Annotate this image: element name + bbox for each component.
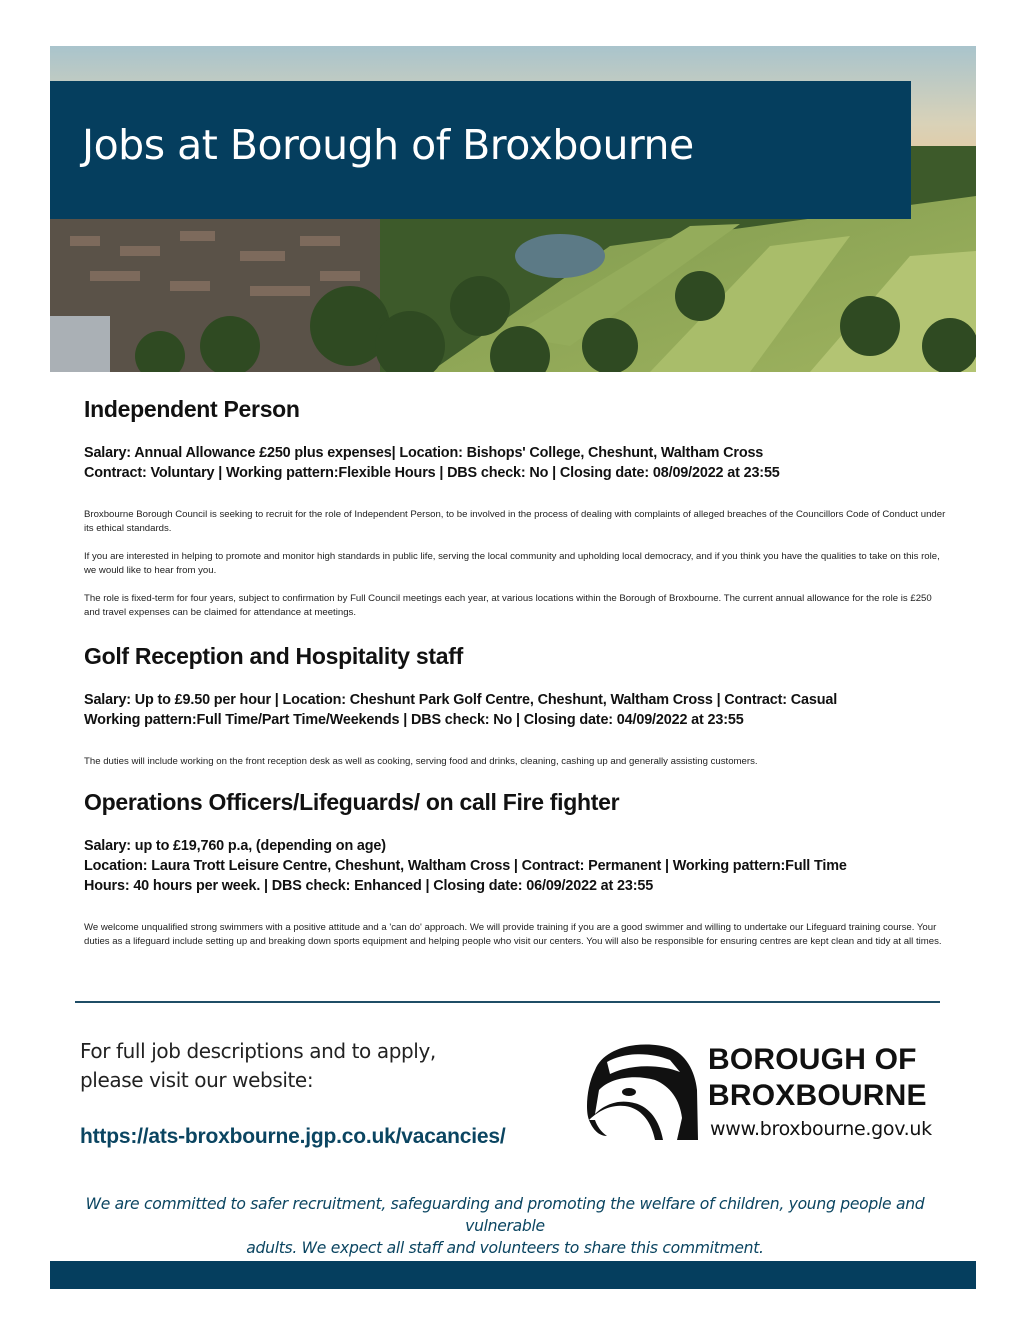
job-meta-line: Salary: up to £19,760 p.a, (depending on age) — [84, 838, 386, 854]
apply-text-line: please visit our website: — [80, 1068, 314, 1092]
job-meta-line: Location: Laura Trott Leisure Centre, Cheshunt, Waltham Cross | Contract: Permanent | Working pattern:Full Time — [84, 858, 847, 874]
job-meta — [84, 443, 946, 483]
apply-info — [80, 1037, 540, 1151]
job-meta-line: Contract: Voluntary | Working pattern:Flexible Hours | DBS check: No | Closing date: 08/09/2022 at 23:55 — [84, 465, 780, 481]
job-meta-line: Salary: Annual Allowance £250 plus expenses| Location: Bishops' College, Cheshunt, Waltham Cross — [84, 445, 764, 461]
logo-line: BROXBOURNE — [708, 1079, 927, 1112]
job-independent-person — [84, 396, 946, 620]
job-meta — [84, 836, 946, 896]
safeguarding-statement — [60, 1193, 950, 1259]
job-description: The duties will include working on the front reception desk as well as cooking, serving food and drinks, cleaning, cashing up and generally assisting customers. — [84, 756, 758, 767]
logo-line: BOROUGH OF — [708, 1043, 917, 1076]
job-title: Independent Person — [84, 396, 300, 422]
borough-logo — [585, 1040, 935, 1144]
website-link[interactable]: www.broxbourne.gov.uk — [710, 1118, 932, 1140]
job-description: Broxbourne Borough Council is seeking to recruit for the role of Independent Person, to be involved in the process of dealing with complaints of alleged breaches of the Councillors Code of Conduct under its ethical standards. — [84, 509, 946, 534]
section-divider — [75, 1001, 940, 1003]
badger-icon — [585, 1040, 700, 1144]
page-title: Jobs at Borough of Broxbourne — [82, 121, 694, 169]
apply-text-line: For full job descriptions and to apply, — [80, 1039, 436, 1063]
footer-bar — [50, 1261, 976, 1289]
job-description: If you are interested in helping to promote and monitor high standards in public life, serving the local community and upholding local democracy, and if you think you have the qualities to take on this role, we would like to hear from you. — [84, 551, 940, 576]
statement-line: We are committed to safer recruitment, safeguarding and promoting the welfare of children, young people and vulnerable — [85, 1195, 925, 1235]
job-meta-line: Hours: 40 hours per week. | DBS check: Enhanced | Closing date: 06/09/2022 at 23:55 — [84, 878, 654, 894]
job-meta-line: Working pattern:Full Time/Part Time/Weekends | DBS check: No | Closing date: 04/09/2022 at 23:55 — [84, 712, 744, 728]
logo-wordmark — [708, 1042, 927, 1114]
job-operations-officers — [84, 789, 946, 949]
job-title: Golf Reception and Hospitality staff — [84, 643, 463, 669]
job-listings — [84, 396, 946, 949]
job-title: Operations Officers/Lifeguards/ on call Fire fighter — [84, 789, 620, 815]
job-description: The role is fixed-term for four years, subject to confirmation by Full Council meetings each year, at various locations within the Borough of Broxbourne. The current annual allowance for the role is £250 and travel expenses can be claimed for attendance at meetings. — [84, 593, 932, 618]
statement-line: adults. We expect all staff and volunteers to share this commitment. — [246, 1239, 764, 1257]
title-banner — [50, 81, 911, 219]
job-meta-line: Salary: Up to £9.50 per hour | Location: Cheshunt Park Golf Centre, Cheshunt, Waltham Cross | Contract: Casual — [84, 692, 838, 708]
job-description: We welcome unqualified strong swimmers with a positive attitude and a 'can do' approach. We will provide training if you are a good swimmer and willing to undertake our Lifeguard training course. Your duties as a lifeguard include setting up and breaking down sports equipment and helping people who visit our centers. You will also be responsible for ensuring centres are kept clean and tidy at all times. — [84, 922, 942, 947]
job-meta — [84, 690, 946, 730]
vacancies-link[interactable]: https://ats-broxbourne.jgp.co.uk/vacancies/ — [80, 1125, 506, 1148]
job-golf-reception — [84, 643, 946, 769]
